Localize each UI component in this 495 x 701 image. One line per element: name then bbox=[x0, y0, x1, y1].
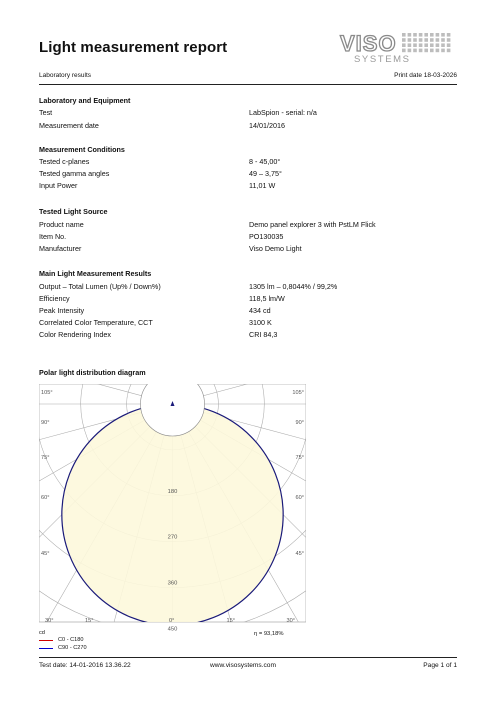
logo-dot bbox=[447, 33, 451, 37]
legend-label: C0 - C180 bbox=[58, 637, 84, 643]
section-title-source: Tested Light Source bbox=[39, 207, 108, 216]
logo-dot bbox=[402, 38, 406, 42]
row-value: Demo panel explorer 3 with PstLM Flick bbox=[249, 220, 376, 229]
angle-label: 30° bbox=[286, 618, 295, 624]
radial-label: 180 bbox=[167, 488, 178, 495]
logo-dot bbox=[424, 33, 428, 37]
logo-dot bbox=[441, 38, 445, 42]
row-label: Correlated Color Temperature, CCT bbox=[39, 318, 153, 327]
radial-label: 270 bbox=[167, 534, 178, 541]
angle-label: 30° bbox=[45, 618, 54, 624]
angle-label: 75° bbox=[41, 455, 50, 461]
row-label: Test bbox=[39, 108, 53, 117]
row-value: 11,01 W bbox=[249, 181, 276, 190]
row-label: Tested gamma angles bbox=[39, 169, 110, 178]
row-value: Viso Demo Light bbox=[249, 244, 302, 253]
logo-dot bbox=[441, 49, 445, 53]
logo-dot bbox=[430, 38, 434, 42]
logo-dot bbox=[413, 43, 417, 47]
angle-label: 90° bbox=[41, 420, 50, 426]
angle-label: 60° bbox=[295, 495, 304, 501]
legend-unit: cd bbox=[39, 630, 45, 636]
diagram-title: Polar light distribution diagram bbox=[39, 368, 146, 377]
section-title-conditions: Measurement Conditions bbox=[39, 145, 125, 154]
angle-label: 105° bbox=[41, 390, 53, 396]
row-label: Input Power bbox=[39, 181, 78, 190]
row-value: 49 – 3,75° bbox=[249, 169, 282, 178]
angle-label: 15° bbox=[226, 618, 235, 624]
logo-text-top: VISO bbox=[340, 31, 397, 56]
angle-label: 60° bbox=[41, 495, 50, 501]
legend-label: C90 - C270 bbox=[58, 645, 87, 651]
logo-dot bbox=[447, 43, 451, 47]
logo-dot bbox=[424, 38, 428, 42]
logo-dot bbox=[413, 49, 417, 53]
angle-label: 105° bbox=[292, 390, 304, 396]
footer-test-date: Test date: 14-01-2016 13.36.22 bbox=[39, 662, 131, 669]
radial-label: 450 bbox=[167, 626, 178, 632]
logo-dot bbox=[419, 49, 423, 53]
logo-dot bbox=[424, 43, 428, 47]
row-label: Item No. bbox=[39, 232, 67, 241]
row-value: 14/01/2016 bbox=[249, 121, 285, 130]
row-value: LabSpion - serial: n/a bbox=[249, 108, 317, 117]
logo-dot bbox=[413, 38, 417, 42]
logo-dot bbox=[419, 38, 423, 42]
logo-dot bbox=[436, 38, 440, 42]
logo-dot bbox=[419, 33, 423, 37]
angle-label: 45° bbox=[41, 551, 50, 557]
row-value: 1305 lm – 0,8044% / 99,2% bbox=[249, 282, 338, 291]
logo-dot bbox=[447, 38, 451, 42]
logo-dot bbox=[408, 38, 412, 42]
row-label: Color Rendering Index bbox=[39, 330, 111, 339]
logo-dot bbox=[424, 49, 428, 53]
row-value: CRI 84,3 bbox=[249, 330, 278, 339]
logo-dot bbox=[430, 33, 434, 37]
legend-swatch-blue bbox=[39, 648, 53, 649]
angle-label: 90° bbox=[295, 420, 304, 426]
row-label: Efficiency bbox=[39, 294, 70, 303]
row-label: Peak Intensity bbox=[39, 306, 85, 315]
footer-page-number: Page 1 of 1 bbox=[423, 662, 457, 669]
polar-diagram bbox=[39, 384, 306, 632]
angle-label: 0° bbox=[169, 618, 175, 624]
row-label: Tested c-planes bbox=[39, 157, 90, 166]
logo-dot bbox=[436, 33, 440, 37]
row-label: Measurement date bbox=[39, 121, 99, 130]
logo-dot bbox=[402, 43, 406, 47]
angle-label: 45° bbox=[295, 551, 304, 557]
angle-label: 15° bbox=[85, 618, 94, 624]
row-label: Manufacturer bbox=[39, 244, 82, 253]
report-title: Light measurement report bbox=[39, 39, 228, 56]
logo-dot bbox=[413, 33, 417, 37]
report-subtitle: Laboratory results bbox=[39, 72, 92, 79]
logo-dot bbox=[408, 49, 412, 53]
angle-label: 75° bbox=[295, 455, 304, 461]
logo-text-bottom: SYSTEMS bbox=[354, 54, 411, 65]
logo-dot bbox=[430, 49, 434, 53]
logo-dot bbox=[402, 33, 406, 37]
logo-dot bbox=[430, 43, 434, 47]
header-divider bbox=[39, 84, 457, 85]
logo-dot bbox=[447, 49, 451, 53]
legend-swatch-red bbox=[39, 640, 53, 641]
efficiency-eta: η = 93,18% bbox=[254, 631, 284, 637]
section-title-results: Main Light Measurement Results bbox=[39, 269, 152, 278]
logo-dot bbox=[402, 49, 406, 53]
section-title-lab: Laboratory and Equipment bbox=[39, 96, 131, 105]
legend-item-c0 bbox=[39, 636, 87, 644]
logo-dot bbox=[419, 43, 423, 47]
row-value: 118,5 lm/W bbox=[249, 294, 285, 303]
print-date: Print date 18-03-2026 bbox=[394, 72, 457, 79]
legend-item-c90 bbox=[39, 644, 87, 652]
viso-systems-logo bbox=[338, 31, 458, 65]
diagram-legend bbox=[39, 630, 87, 652]
row-value: PO130035 bbox=[249, 232, 284, 241]
logo-dot bbox=[441, 43, 445, 47]
radial-label: 360 bbox=[167, 580, 178, 587]
logo-dot bbox=[408, 43, 412, 47]
logo-dot bbox=[408, 33, 412, 37]
row-value: 434 cd bbox=[249, 306, 271, 315]
logo-dot bbox=[436, 49, 440, 53]
row-label: Output – Total Lumen (Up% / Down%) bbox=[39, 282, 161, 291]
footer-website[interactable]: www.visosystems.com bbox=[210, 662, 276, 669]
row-value: 8 - 45,00° bbox=[249, 157, 281, 166]
footer-divider bbox=[39, 657, 457, 658]
row-label: Product name bbox=[39, 220, 84, 229]
row-value: 3100 K bbox=[249, 318, 272, 327]
logo-dot bbox=[441, 33, 445, 37]
logo-dot bbox=[436, 43, 440, 47]
